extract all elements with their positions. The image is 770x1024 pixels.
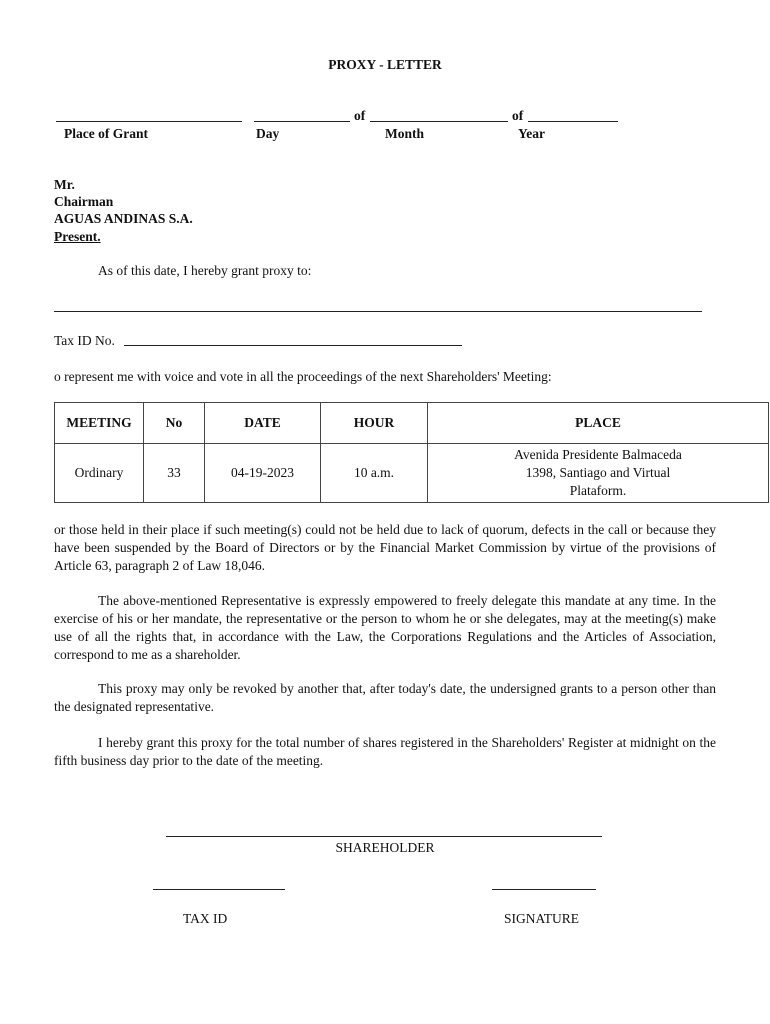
paragraph-quorum: or those held in their place if such meeting(s) could not be held due to lack of quorum, defects in the call or because they have been suspended by the Board of Directors or by the Financial Market Commission by virtue of the provisions of Article 63, paragraph 2 of Law 18,046. [54,522,716,573]
of-connector-1: of [354,108,366,123]
year-blank[interactable] [528,121,618,122]
table-header-row [55,403,769,444]
addressee-company: AGUAS ANDINAS S.A. [54,211,193,226]
day-label: Day [256,126,280,141]
header-hour: HOUR [321,403,428,444]
addressee-title: Mr. [54,177,75,192]
header-date: DATE [205,403,321,444]
page-title: PROXY - LETTER [328,57,442,72]
cell-meeting: Ordinary [55,444,144,503]
addressee-present: Present. [54,229,101,244]
cell-hour: 10 a.m. [321,444,428,503]
table-row [55,444,769,503]
paragraph-delegation: The above-mentioned Representative is expressly empowered to freely delegate this mandate at any time. In the exercise of his or her mandate, the representative or the person to whom he or she delegates, may at the meeting(s) make use of all the rights that, in accordance with the Law, the Corporations Regulations and the Articles of Association, correspond to me as a shareholder. [54,593,716,662]
place-of-grant-label: Place of Grant [64,126,148,141]
addressee-position: Chairman [54,194,114,209]
day-blank[interactable] [254,121,350,122]
cell-date: 04-19-2023 [205,444,321,503]
shareholder-label: SHAREHOLDER [335,840,435,855]
cell-no: 33 [144,444,205,503]
place-line-2: 1398, Santiago and Virtual [525,465,671,480]
tax-id-signature-line[interactable] [153,889,285,890]
cell-place [428,444,769,503]
month-label: Month [385,126,425,141]
year-label: Year [518,126,545,141]
header-place: PLACE [428,403,769,444]
signature-line[interactable] [492,889,596,890]
header-meeting: MEETING [55,403,144,444]
month-blank[interactable] [370,121,508,122]
place-line-1: Avenida Presidente Balmaceda [514,447,682,462]
paragraph-shares: I hereby grant this proxy for the total number of shares registered in the Shareholders' Register at midnight on the fifth business day prior to the date of the meeting. [54,735,716,768]
represent-text: o represent me with voice and vote in all the proceedings of the next Shareholders' Meeting: [54,369,552,384]
signature-label: SIGNATURE [504,911,580,926]
shareholder-signature-line[interactable] [166,836,602,837]
tax-id-signature-label: TAX ID [183,911,228,926]
tax-id-label: Tax ID No. [54,333,115,348]
of-connector-2: of [512,108,524,123]
paragraph-revocation: This proxy may only be revoked by another that, after today's date, the undersigned grants to a person other than the designated representative. [54,681,716,714]
representative-name-blank[interactable] [54,311,702,312]
place-line-3: Plataform. [569,483,627,498]
grant-intro: As of this date, I hereby grant proxy to: [98,263,312,278]
tax-id-blank[interactable] [124,345,462,346]
header-no: No [144,403,205,444]
meeting-table [54,402,769,503]
place-of-grant-blank[interactable] [56,121,242,122]
